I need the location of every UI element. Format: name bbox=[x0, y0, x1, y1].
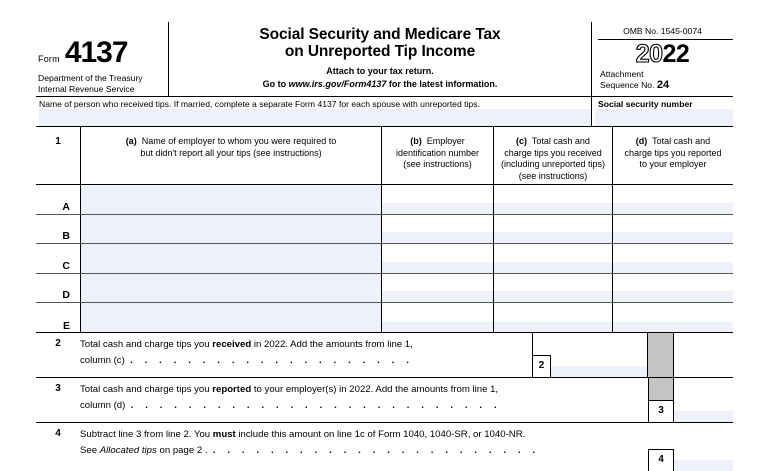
column-b-line-1: Employer bbox=[426, 136, 465, 146]
tips-reported-input[interactable] bbox=[612, 244, 733, 273]
employer-name-input[interactable] bbox=[80, 274, 381, 303]
line-1-employer-table bbox=[36, 126, 733, 333]
line-2-amount-input[interactable] bbox=[551, 366, 647, 377]
table-row bbox=[36, 244, 733, 274]
line-2-number: 2 bbox=[55, 338, 61, 349]
field-underline bbox=[613, 291, 733, 302]
line-2-emphasis: received bbox=[212, 339, 252, 350]
employer-name-input[interactable] bbox=[80, 303, 381, 333]
attachment-sequence bbox=[592, 69, 733, 90]
field-underline bbox=[382, 232, 493, 243]
line-3-emphasis: reported bbox=[212, 384, 252, 395]
name-field-caption: Name of person who received tips. If married, complete a separate Form 4137 for each spouse with unreported tips. bbox=[39, 99, 480, 109]
line-4-amount-input[interactable] bbox=[674, 460, 733, 471]
column-c-line-3: (including unreported tips) bbox=[500, 159, 606, 169]
tax-year bbox=[592, 42, 733, 67]
tips-received-input[interactable] bbox=[493, 185, 612, 214]
numbered-lines-section bbox=[36, 332, 733, 471]
line-4-reference: Allocated tips bbox=[99, 444, 157, 456]
row-letter: B bbox=[62, 230, 70, 242]
ssn-input[interactable] bbox=[595, 109, 733, 126]
employer-ein-input[interactable] bbox=[381, 185, 493, 214]
column-b-header bbox=[381, 127, 493, 184]
line-2-tag: 2 bbox=[533, 355, 551, 377]
sequence-label: Sequence No. bbox=[600, 79, 655, 90]
line-3-shaded-block bbox=[648, 378, 674, 401]
row-letter-cell bbox=[36, 274, 80, 303]
column-c-line-4: (see instructions) bbox=[518, 170, 588, 181]
agency-line-1: Department of the Treasury bbox=[38, 73, 143, 83]
tips-reported-input[interactable] bbox=[612, 215, 733, 244]
tips-reported-input[interactable] bbox=[612, 303, 733, 333]
line-4-emphasis: must bbox=[212, 429, 236, 440]
goto-suffix: for the latest information. bbox=[388, 78, 498, 89]
line-3-leader-dots: . . . . . . . . . . . . . . . . . . . . . . . . . . bbox=[130, 399, 502, 411]
employer-ein-input[interactable] bbox=[381, 303, 493, 333]
tax-year-century: 20 bbox=[635, 40, 663, 68]
field-underline bbox=[613, 322, 733, 333]
omb-divider bbox=[598, 39, 733, 40]
line-4-tag: 4 bbox=[648, 449, 674, 471]
field-underline bbox=[613, 203, 733, 214]
masthead-right-block bbox=[592, 22, 733, 96]
line-4-text bbox=[80, 423, 733, 471]
table-row bbox=[36, 185, 733, 215]
field-underline bbox=[494, 232, 612, 243]
tips-reported-input[interactable] bbox=[612, 185, 733, 214]
line-2-amount-cell[interactable] bbox=[532, 333, 648, 377]
field-underline bbox=[494, 262, 612, 273]
line-4-row bbox=[36, 423, 733, 471]
line-3-text bbox=[80, 378, 733, 422]
line-3-number: 3 bbox=[55, 383, 61, 394]
column-b-line-3: (see instructions) bbox=[403, 159, 472, 169]
line-1-number: 1 bbox=[55, 136, 61, 147]
column-d-line-3: to your employer bbox=[639, 159, 707, 169]
line-3-amount-input[interactable] bbox=[674, 411, 733, 422]
column-c-header bbox=[493, 127, 612, 184]
field-underline bbox=[382, 322, 493, 333]
field-underline bbox=[494, 203, 612, 214]
tips-reported-input[interactable] bbox=[612, 274, 733, 303]
employer-name-input[interactable] bbox=[80, 215, 381, 244]
line-3-text-b: to your employer(s) in 2022. Add the amounts from line 1, bbox=[251, 384, 499, 395]
field-underline bbox=[382, 262, 493, 273]
line-3-tag: 3 bbox=[648, 400, 674, 422]
column-a-tag: (a) bbox=[125, 136, 137, 146]
line-4-see-label: See bbox=[80, 444, 100, 456]
column-d-header bbox=[612, 127, 733, 184]
column-b-tag: (b) bbox=[410, 136, 422, 146]
tax-year-digits: 22 bbox=[662, 40, 690, 68]
tips-received-input[interactable] bbox=[493, 303, 612, 333]
line-4-text-b: include this amount on line 1c of Form 1040, 1040-SR, or 1040-NR. bbox=[235, 429, 526, 440]
goto-instruction bbox=[169, 79, 591, 89]
table-row bbox=[36, 215, 733, 245]
omb-number: OMB No. 1545-0074 bbox=[623, 26, 702, 36]
field-underline bbox=[494, 322, 612, 333]
column-a-line-1: Name of employer to whom you were required to bbox=[141, 136, 337, 146]
table-header-row bbox=[36, 127, 733, 185]
column-c-tag: (c) bbox=[516, 136, 528, 146]
column-d-line-2: charge tips you reported bbox=[624, 147, 722, 158]
attach-instruction: Attach to your tax return. bbox=[326, 66, 434, 76]
line-2-text bbox=[80, 333, 532, 377]
agency-line-2: Internal Revenue Service bbox=[38, 83, 135, 94]
field-underline bbox=[494, 291, 612, 302]
tips-received-input[interactable] bbox=[493, 215, 612, 244]
name-field-cell[interactable] bbox=[36, 97, 592, 126]
tips-received-input[interactable] bbox=[493, 274, 612, 303]
row-letter-cell bbox=[36, 303, 80, 333]
irs-url-link[interactable]: www.irs.gov/Form4137 bbox=[288, 78, 387, 89]
employer-name-input[interactable] bbox=[80, 244, 381, 273]
line-4-text-a: Subtract line 3 from line 2. You bbox=[80, 429, 213, 440]
line-4-leader-dots: . . . . . . . . . . . . . . . . . . . . . . . bbox=[212, 444, 540, 456]
goto-prefix: Go to bbox=[262, 78, 287, 89]
issuing-agency bbox=[38, 73, 143, 94]
line-2-shaded-block bbox=[648, 333, 674, 377]
tips-received-input[interactable] bbox=[493, 244, 612, 273]
table-row bbox=[36, 303, 733, 333]
form-identifier bbox=[38, 38, 128, 68]
row-letter: D bbox=[62, 289, 70, 301]
masthead-center-block bbox=[169, 22, 592, 96]
form-title-line-1: Social Security and Medicare Tax bbox=[259, 26, 501, 43]
ssn-field-caption: Social security number bbox=[598, 99, 693, 109]
column-a-line-2: but didn't report all your tips (see instructions) bbox=[140, 147, 322, 158]
employer-ein-input[interactable] bbox=[381, 244, 493, 273]
ssn-field-cell[interactable] bbox=[592, 97, 733, 126]
employer-ein-input[interactable] bbox=[381, 274, 493, 303]
employer-name-input[interactable] bbox=[80, 185, 381, 214]
line-3-column-ref: column (d) bbox=[80, 399, 126, 411]
field-underline bbox=[613, 262, 733, 273]
line-2-text-continued bbox=[80, 353, 532, 369]
line-2-text-b: in 2022. Add the amounts from line 1, bbox=[251, 339, 413, 350]
row-letter-cell bbox=[36, 244, 80, 273]
column-c-line-2: charge tips you received bbox=[504, 147, 602, 158]
column-d-tag: (d) bbox=[635, 136, 648, 146]
form-number: 4137 bbox=[64, 36, 128, 69]
row-letter-cell bbox=[36, 215, 80, 244]
field-underline bbox=[613, 232, 733, 243]
row-letter: A bbox=[62, 200, 70, 213]
column-b-line-2: identification number bbox=[395, 147, 480, 158]
field-underline bbox=[382, 291, 493, 302]
row-letter: E bbox=[62, 319, 70, 332]
form-title-line-2: on Unreported Tip Income bbox=[284, 43, 476, 60]
line-3-row bbox=[36, 378, 733, 423]
attachment-label: Attachment bbox=[600, 69, 644, 79]
employer-ein-input[interactable] bbox=[381, 215, 493, 244]
field-underline bbox=[382, 203, 493, 214]
name-input[interactable] bbox=[39, 109, 591, 126]
column-c-line-1: Total cash and bbox=[531, 136, 590, 146]
attachment-sequence-line bbox=[600, 80, 733, 91]
line-2-leader-dots: . . . . . . . . . . . . . . . . . . . . bbox=[130, 354, 414, 366]
column-d-line-1: Total cash and bbox=[652, 136, 711, 146]
line-2-text-a: Total cash and charge tips you bbox=[80, 339, 213, 350]
sequence-number: 24 bbox=[656, 78, 670, 91]
line-4-page-ref: on page 2 . bbox=[156, 444, 208, 456]
row-letter-cell bbox=[36, 185, 80, 214]
taxpayer-identity-row bbox=[36, 96, 733, 126]
masthead-left-block bbox=[36, 22, 169, 96]
line-3-text-a: Total cash and charge tips you bbox=[80, 384, 213, 395]
line-3-text-continued bbox=[80, 398, 733, 414]
row-letter: C bbox=[62, 259, 70, 272]
table-row bbox=[36, 274, 733, 304]
line-4-number: 4 bbox=[55, 428, 61, 439]
line-2-row bbox=[36, 333, 733, 378]
column-a-header bbox=[80, 127, 381, 184]
line-2-column-ref: column (c) bbox=[80, 354, 125, 366]
form-word-label: Form bbox=[38, 54, 60, 64]
line-4-text-continued bbox=[80, 443, 733, 459]
form-masthead bbox=[36, 22, 733, 96]
